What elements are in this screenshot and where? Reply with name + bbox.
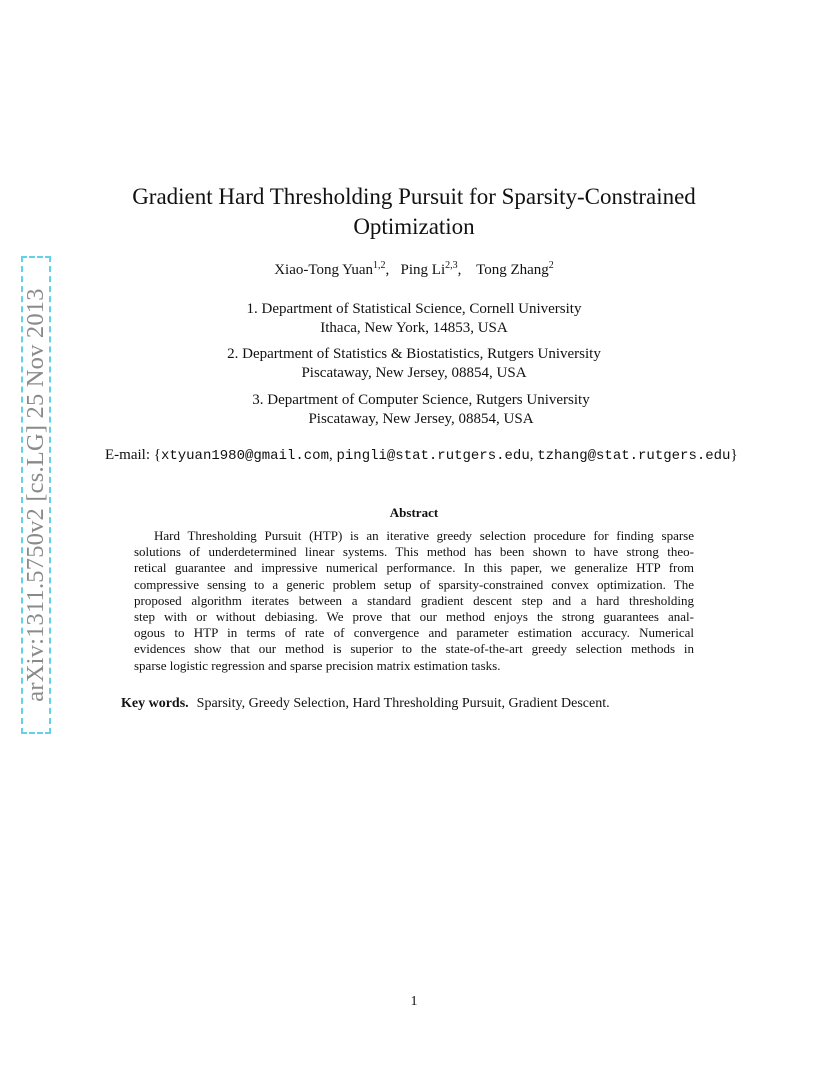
email-link-li[interactable]: pingli@stat.rutgers.edu: [336, 448, 530, 464]
abstract-line: compressive sensing to a generic problem setup of sparsity-constrained convex optimization. The: [134, 576, 694, 592]
page-number: 1: [410, 994, 418, 1009]
author-list: Xiao-Tong Yuan$^{1,2}$, Ping Li$^{2,3}$, Tong Zhang$^2$: [274, 260, 554, 278]
abstract-line: Hard Thresholding Pursuit (HTP) is an iterative greedy selection procedure for finding sparse: [154, 528, 694, 543]
email-line: [105, 447, 738, 464]
keywords-label: Key words.: [121, 696, 189, 711]
abstract-line: ogous to HTP in terms of rate of convergence and parameter estimation accuracy. Numerical: [134, 625, 694, 641]
author-affiliation-mark: 2: [548, 260, 554, 271]
email-label: E-mail:: [105, 447, 154, 463]
abstract-line: proposed algorithm iterates between a standard gradient descent step and a hard thresholding: [134, 592, 694, 608]
author-affiliation-mark: 1,2: [373, 260, 386, 271]
affiliation-3: [0, 391, 828, 429]
abstract-body: [134, 528, 694, 674]
affiliation-line: Ithaca, New York, 14853, USA: [320, 320, 508, 336]
title-line-2: Optimization: [353, 214, 475, 239]
abstract-heading: Abstract: [389, 505, 439, 520]
keywords-text: Sparsity, Greedy Selection, Hard Thresholding Pursuit, Gradient Descent.: [196, 696, 610, 711]
affiliation-2: [0, 345, 828, 383]
email-brace-open: {: [153, 447, 161, 463]
author-name: Xiao-Tong Yuan: [274, 262, 374, 278]
author-affiliation-mark: 2,3: [445, 260, 458, 271]
abstract-line: sparse logistic regression and sparse precision matrix estimation tasks.: [134, 657, 501, 673]
affiliation-line: 3. Department of Computer Science, Rutgers University: [252, 392, 590, 408]
keywords: [121, 696, 610, 712]
author-name: Ping Li: [400, 262, 446, 278]
affiliation-line: Piscataway, New Jersey, 08854, USA: [301, 365, 527, 381]
email-brace-close: }: [730, 447, 738, 463]
author-name: Tong Zhang: [476, 262, 549, 278]
email-separator: ,: [328, 447, 337, 463]
abstract-line: step with or without debiasing. We prove that our method enjoys the strong guarantees anal-: [134, 609, 694, 625]
affiliation-1: [0, 300, 828, 338]
email-link-yuan[interactable]: xtyuan1980@gmail.com: [160, 448, 329, 464]
affiliation-line: 1. Department of Statistical Science, Cornell University: [246, 301, 582, 317]
email-link-zhang[interactable]: tzhang@stat.rutgers.edu: [537, 448, 731, 464]
abstract-line: retical guarantee and impressive numerical performance. In this paper, we generalize HTP from: [134, 560, 694, 576]
paper-title: [0, 182, 828, 242]
affiliation-line: 2. Department of Statistics & Biostatistics, Rutgers University: [227, 346, 601, 362]
abstract-line: solutions of underdetermined linear systems. This method has been shown to have strong theo-: [134, 544, 694, 560]
affiliation-line: Piscataway, New Jersey, 08854, USA: [308, 411, 534, 427]
arxiv-stamp-text: arXiv:1311.5750v2 [cs.LG] 25 Nov 2013: [22, 288, 49, 702]
email-separator: ,: [529, 447, 538, 463]
title-line-1: Gradient Hard Thresholding Pursuit for Sparsity-Constrained: [132, 184, 696, 209]
abstract-line: evidences show that our method is superior to the state-of-the-art greedy selection methods in: [134, 641, 694, 657]
